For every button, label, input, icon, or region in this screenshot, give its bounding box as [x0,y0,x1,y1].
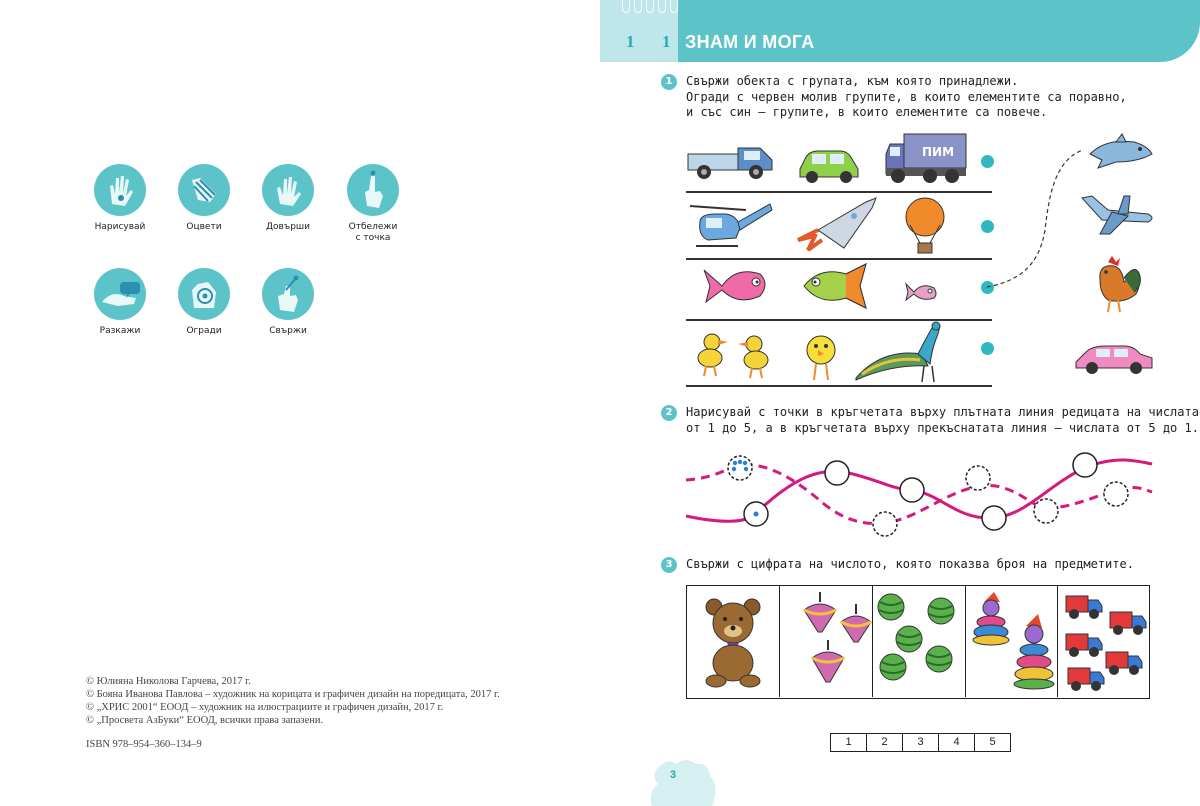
legend-tell [80,268,160,337]
fish-small-icon [904,280,938,304]
teddy-bear-icon[interactable] [700,595,766,689]
legend-label: Нарисувай [94,222,146,232]
legend-encircle [164,268,244,337]
airplane-icon [1078,188,1156,240]
spinning-top-icon[interactable] [800,592,840,634]
dashed-line-circle[interactable] [1104,482,1128,506]
toy-truck-icon[interactable] [1108,608,1148,638]
finish-hand-icon [262,164,314,216]
task-number: 3 [661,557,677,573]
rooster-icon [1094,256,1144,314]
task-instruction: Нарисувай с точки в кръгчетата върху плътната линия редицата на числата от 1 до 5, а в кръгчетата върху прекъснатата линия – числата от 5 до 1. [686,405,1199,435]
ball-icon[interactable] [876,592,906,622]
ball-icon[interactable] [894,624,924,654]
task-number: 2 [661,405,677,421]
task-number: 1 [661,74,677,90]
copyright-line: © Юлияна Николова Гарчева, 2017 г. [86,676,251,687]
copyright-line: © „ХРИС 2001“ ЕООД – художник на илюстрациите и графичен дизайн, 2017 г. [86,702,444,713]
connect-dot[interactable] [981,342,994,355]
legend-draw [80,164,160,233]
lesson-number: 1 [662,32,671,51]
tell-speech-icon [94,268,146,320]
svg-text:ПИМ: ПИМ [922,145,955,159]
solid-line-circle[interactable] [825,461,849,485]
helicopter-icon [686,196,774,254]
number-cell[interactable]: 2 [867,734,903,751]
dashed-line-circle[interactable] [728,456,752,480]
task-instruction: Свържи обекта с групата, към която принадлежи. Огради с червен молив групите, в които елементите са поравно, и със син – групите, в които елементите са повече. [686,74,1127,119]
legend-mark-dot [333,164,413,244]
van-icon [884,130,970,186]
ball-icon[interactable] [878,652,908,682]
toy-truck-icon[interactable] [1064,592,1104,622]
legend-label: Разкажи [99,326,141,336]
duckling-icon [692,330,732,380]
legend-label: Огради [186,326,222,336]
legend-label: Довърши [266,222,310,232]
ball-icon[interactable] [924,644,954,674]
legend-finish [248,164,328,233]
color-hand-icon [178,164,230,216]
spinning-top-icon[interactable] [808,640,848,684]
connection-dashed-line [985,140,1085,300]
copyright-line: © „Просвета АзБуки“ ЕООД, всички права запазени. [86,715,324,726]
encircle-hand-icon [178,268,230,320]
page-title: ЗНАМ И МОГА [685,32,815,52]
legend-label: Свържи [269,326,307,336]
toy-truck-icon[interactable] [1064,630,1104,660]
number-wave-lines [684,448,1154,548]
chapter-number: 1 [626,32,635,51]
isbn: ISBN 978–954–360–134–9 [86,739,202,750]
legend-color [164,164,244,233]
chapter-header [600,0,1200,62]
toy-truck-icon[interactable] [1104,648,1144,678]
fish-green-icon [796,260,870,312]
legend-label: Оцвети [186,222,222,232]
truck-icon [686,138,778,184]
balloon-icon [902,195,948,257]
connect-hand-icon [262,268,314,320]
car-green-icon [796,145,862,185]
number-cell[interactable]: 3 [903,734,939,751]
fish-pink-icon [702,262,772,312]
dashed-line-circle[interactable] [1034,499,1058,523]
draw-hand-icon [94,164,146,216]
number-cell[interactable]: 4 [939,734,975,751]
dashed-line-circle[interactable] [873,512,897,536]
toy-truck-icon[interactable] [1066,664,1106,694]
copyright-line: © Бояна Иванова Павлова – художник на корицата и графичен дизайн на поредицата, 2017 г. [86,689,500,700]
ball-icon[interactable] [926,596,956,626]
page-number: 3 [670,769,677,781]
spinning-top-icon[interactable] [838,604,874,644]
dolphin-icon [1086,132,1156,172]
peacock-icon [852,318,952,386]
group-divider [686,191,992,193]
stacking-toy-icon[interactable] [970,592,1012,646]
legend-connect [248,268,328,337]
task-instruction: Свържи с цифрата на числото, която показва броя на предметите. [686,557,1134,571]
number-cell[interactable]: 5 [989,736,996,748]
number-cell[interactable]: 1 [831,734,867,751]
solid-line-circle[interactable] [982,506,1006,530]
page-number-badge-icon [642,752,722,806]
duckling-icon [736,332,776,382]
rocket-icon [794,196,880,252]
number-row [830,733,1011,752]
dashed-line-circle[interactable] [966,466,990,490]
legend-label: Отбележи с точка [348,222,398,243]
mark-dot-hand-icon [347,164,399,216]
car-pink-icon [1072,342,1156,376]
chick-icon [804,332,838,384]
stacking-toy-icon[interactable] [1012,614,1056,690]
solid-line-circle[interactable] [1073,453,1097,477]
solid-line-circle[interactable] [900,478,924,502]
